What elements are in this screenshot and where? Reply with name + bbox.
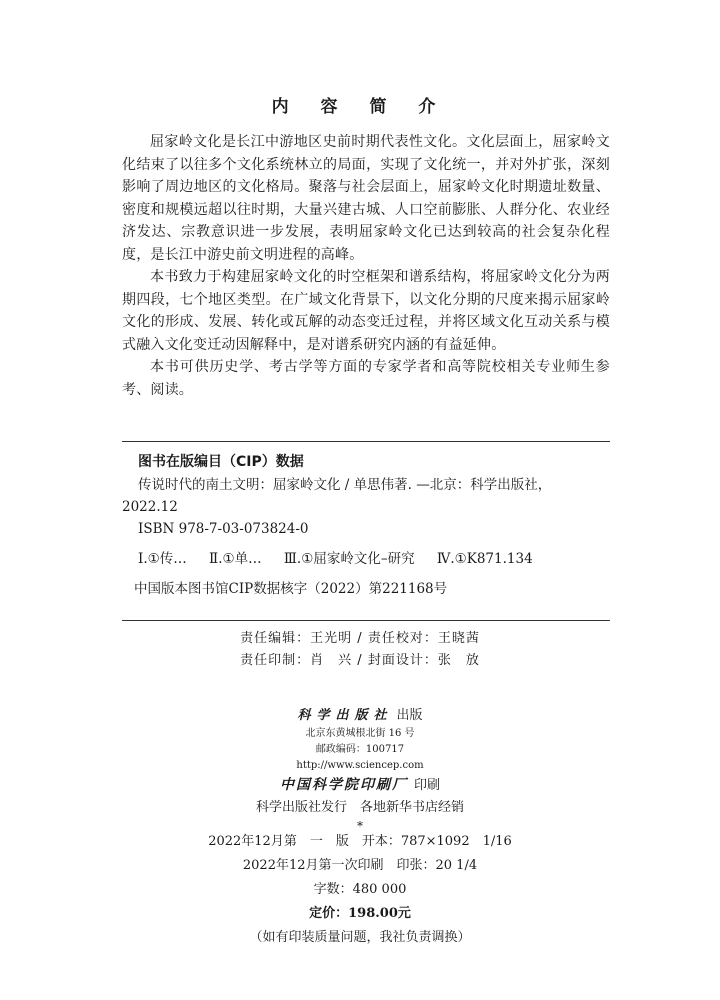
cip-class-item: Ⅳ.①K871.134 xyxy=(436,551,533,567)
cip-bibliographic-line-cont: 2022.12 xyxy=(122,499,178,515)
summary-section xyxy=(122,131,610,401)
cip-classification xyxy=(122,548,610,570)
publisher-logo-text: 科学出版社 xyxy=(297,708,393,723)
cip-class-item: Ⅲ.①屈家岭文化–研究 xyxy=(283,551,415,567)
specs-section xyxy=(0,830,720,950)
summary-paragraph: 本书致力于构建屈家岭文化的时空框架和谱系结构，将屈家岭文化分为两期四段，七个地区类型。在广域文化背景下，以文化分期的尺度来揭示屈家岭文化的形成、发展、转化或瓦解的动态变迁过程，并将区域文化互动关系与模式融入文化变迁动因解释中，是对谱系研究内涵的有益延伸。 xyxy=(122,269,610,353)
publisher-postcode: 邮政编码：100717 xyxy=(315,744,405,755)
cip-class-item: Ⅱ.①单… xyxy=(209,551,262,567)
edition-line: 2022年12月第 一 版 开本：787×1092 1/16 xyxy=(208,834,512,849)
publisher-line xyxy=(0,706,720,726)
summary-paragraph: 屈家岭文化是长江中游地区史前时期代表性文化。文化层面上，屈家岭文化结束了以往多个文化系统林立的局面，实现了文化统一，并对外扩张，深刻影响了周边地区的文化格局。聚落与社会层面上，屈家岭文化时期遗址数量、密度和规模远超以往时期，大量兴建古城、人口空前膨胀、人群分化、农业经济发达、宗教意识进一步发展，表明屈家岭文化已达到较高的社会复杂化程度，是长江中游史前文明进程的高峰。 xyxy=(122,134,610,263)
cip-heading: 图书在版编目（CIP）数据 xyxy=(138,454,304,470)
printer-line xyxy=(0,774,720,797)
printer-logo-text: 中国科学院印刷厂 xyxy=(279,777,408,793)
page-title: 内 容 简 介 xyxy=(271,97,449,117)
price: 定价：198.00元 xyxy=(309,906,411,921)
printer-suffix: 印刷 xyxy=(413,778,440,793)
distribution-line: 科学出版社发行 各地新华书店经销 xyxy=(255,800,464,815)
separator-star: * xyxy=(357,819,363,833)
cip-top-divider xyxy=(122,441,610,442)
publisher-url: http://www.sciencep.com xyxy=(296,760,424,771)
cip-bottom-divider xyxy=(122,620,610,621)
credits-section xyxy=(0,628,720,672)
publisher-suffix: 出版 xyxy=(396,708,423,723)
cip-record-number: 中国版本图书馆CIP数据核字（2022）第221168号 xyxy=(134,581,448,597)
cip-isbn: ISBN 978-7-03-073824-0 xyxy=(138,521,309,537)
imprint-section xyxy=(0,706,720,831)
cip-bibliographic-line: 传说时代的南土文明：屈家岭文化 / 单思伟著. —北京：科学出版社， xyxy=(138,477,552,493)
cip-record xyxy=(122,474,610,600)
word-count: 字数：480 000 xyxy=(313,882,407,897)
cip-class-item: Ⅰ.①传… xyxy=(138,551,187,567)
credits-production: 责任印制：肖 兴 / 封面设计：张 放 xyxy=(240,653,480,668)
printing-line: 2022年12月第一次印刷 印张：20 1/4 xyxy=(242,858,478,873)
credits-editors: 责任编辑：王光明 / 责任校对：王晓茜 xyxy=(240,631,480,646)
publisher-address: 北京东黄城根北街 16 号 xyxy=(305,728,415,739)
quality-note: （如有印装质量问题，我社负责调换） xyxy=(249,930,471,945)
summary-paragraph: 本书可供历史学、考古学等方面的专家学者和高等院校相关专业师生参考、阅读。 xyxy=(122,359,610,398)
